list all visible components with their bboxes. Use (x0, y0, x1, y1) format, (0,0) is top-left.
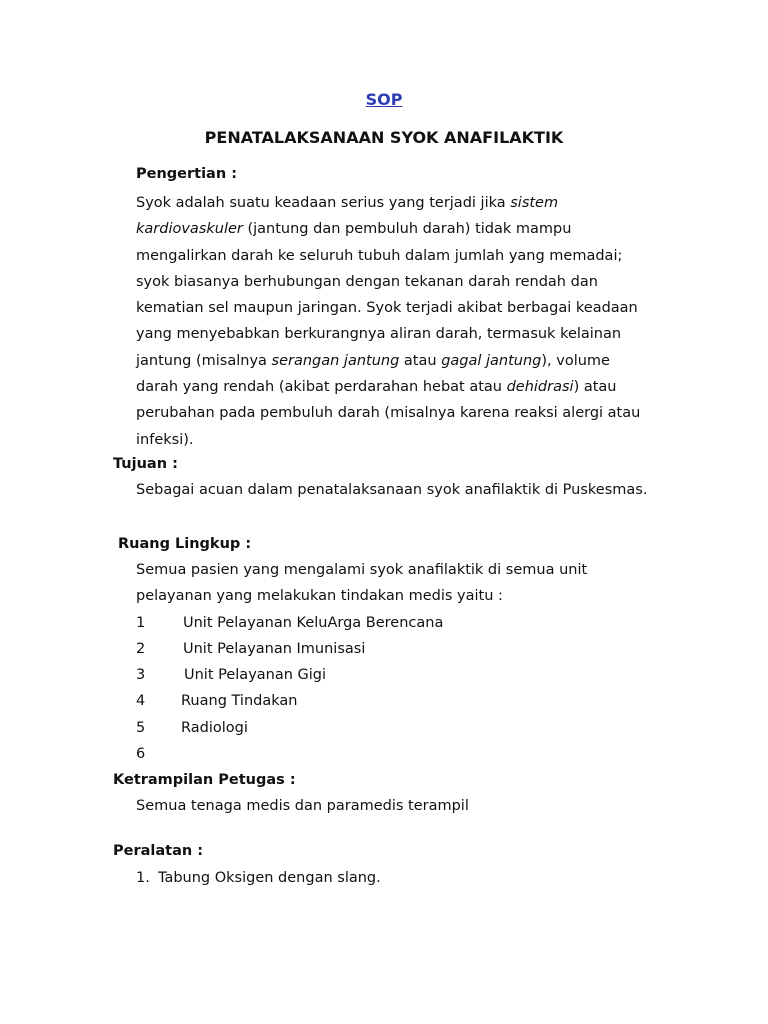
list-number: 6 (136, 746, 146, 762)
paragraph-line: kardiovaskuler (jantung dan pembuluh darah) tidak mampu (136, 221, 572, 238)
pengertian-heading: Pengertian : (136, 166, 238, 182)
list-number: 1. (136, 870, 150, 886)
sop-link[interactable]: SOP (365, 90, 403, 109)
list-text: Unit Pelayanan Gigi (184, 667, 327, 683)
list-text: Radiologi (181, 720, 248, 736)
ketrampilan-text: Semua tenaga medis dan paramedis terampil (136, 798, 469, 814)
list-text: Tabung Oksigen dengan slang. (158, 870, 381, 886)
pengertian-paragraph (136, 190, 696, 453)
paragraph-line: infeksi). (136, 431, 194, 448)
list-number: 4 (136, 693, 146, 709)
ruang-lingkup-heading: Ruang Lingkup : (118, 536, 252, 552)
paragraph-line: jantung (misalnya serangan jantung atau gagal jantung), volume (136, 352, 610, 369)
list-number: 5 (136, 720, 146, 736)
list-text: Ruang Tindakan (181, 693, 298, 709)
list-text: Unit Pelayanan Imunisasi (183, 641, 366, 657)
ruang-lingkup-line: pelayanan yang melakukan tindakan medis yaitu : (136, 588, 503, 604)
paragraph-line: perubahan pada pembuluh darah (misalnya karena reaksi alergi atau (136, 405, 641, 422)
document-title: PENATALAKSANAAN SYOK ANAFILAKTIK (204, 128, 564, 147)
list-text: Unit Pelayanan KeluArga Berencana (183, 615, 444, 631)
paragraph-line: kematian sel maupun jaringan. Syok terjadi akibat berbagai keadaan (136, 300, 638, 317)
paragraph-line: darah yang rendah (akibat perdarahan hebat atau dehidrasi) atau (136, 379, 617, 396)
ruang-lingkup-line: Semua pasien yang mengalami syok anafilaktik di semua unit (136, 562, 588, 578)
paragraph-line: syok biasanya berhubungan dengan tekanan darah rendah dan (136, 273, 598, 290)
ketrampilan-heading: Ketrampilan Petugas : (113, 772, 296, 788)
peralatan-heading: Peralatan : (113, 843, 204, 859)
paragraph-line: mengalirkan darah ke seluruh tubuh dalam jumlah yang memadai; (136, 247, 623, 264)
tujuan-heading: Tujuan : (113, 456, 178, 472)
list-number: 3 (136, 667, 146, 683)
paragraph-line: Syok adalah suatu keadaan serius yang terjadi jika sistem (136, 195, 559, 211)
paragraph-line: yang menyebabkan berkurangnya aliran darah, termasuk kelainan (136, 326, 622, 343)
list-number: 1 (136, 615, 146, 631)
tujuan-text: Sebagai acuan dalam penatalaksanaan syok anafilaktik di Puskesmas. (136, 482, 648, 498)
list-number: 2 (136, 641, 146, 657)
